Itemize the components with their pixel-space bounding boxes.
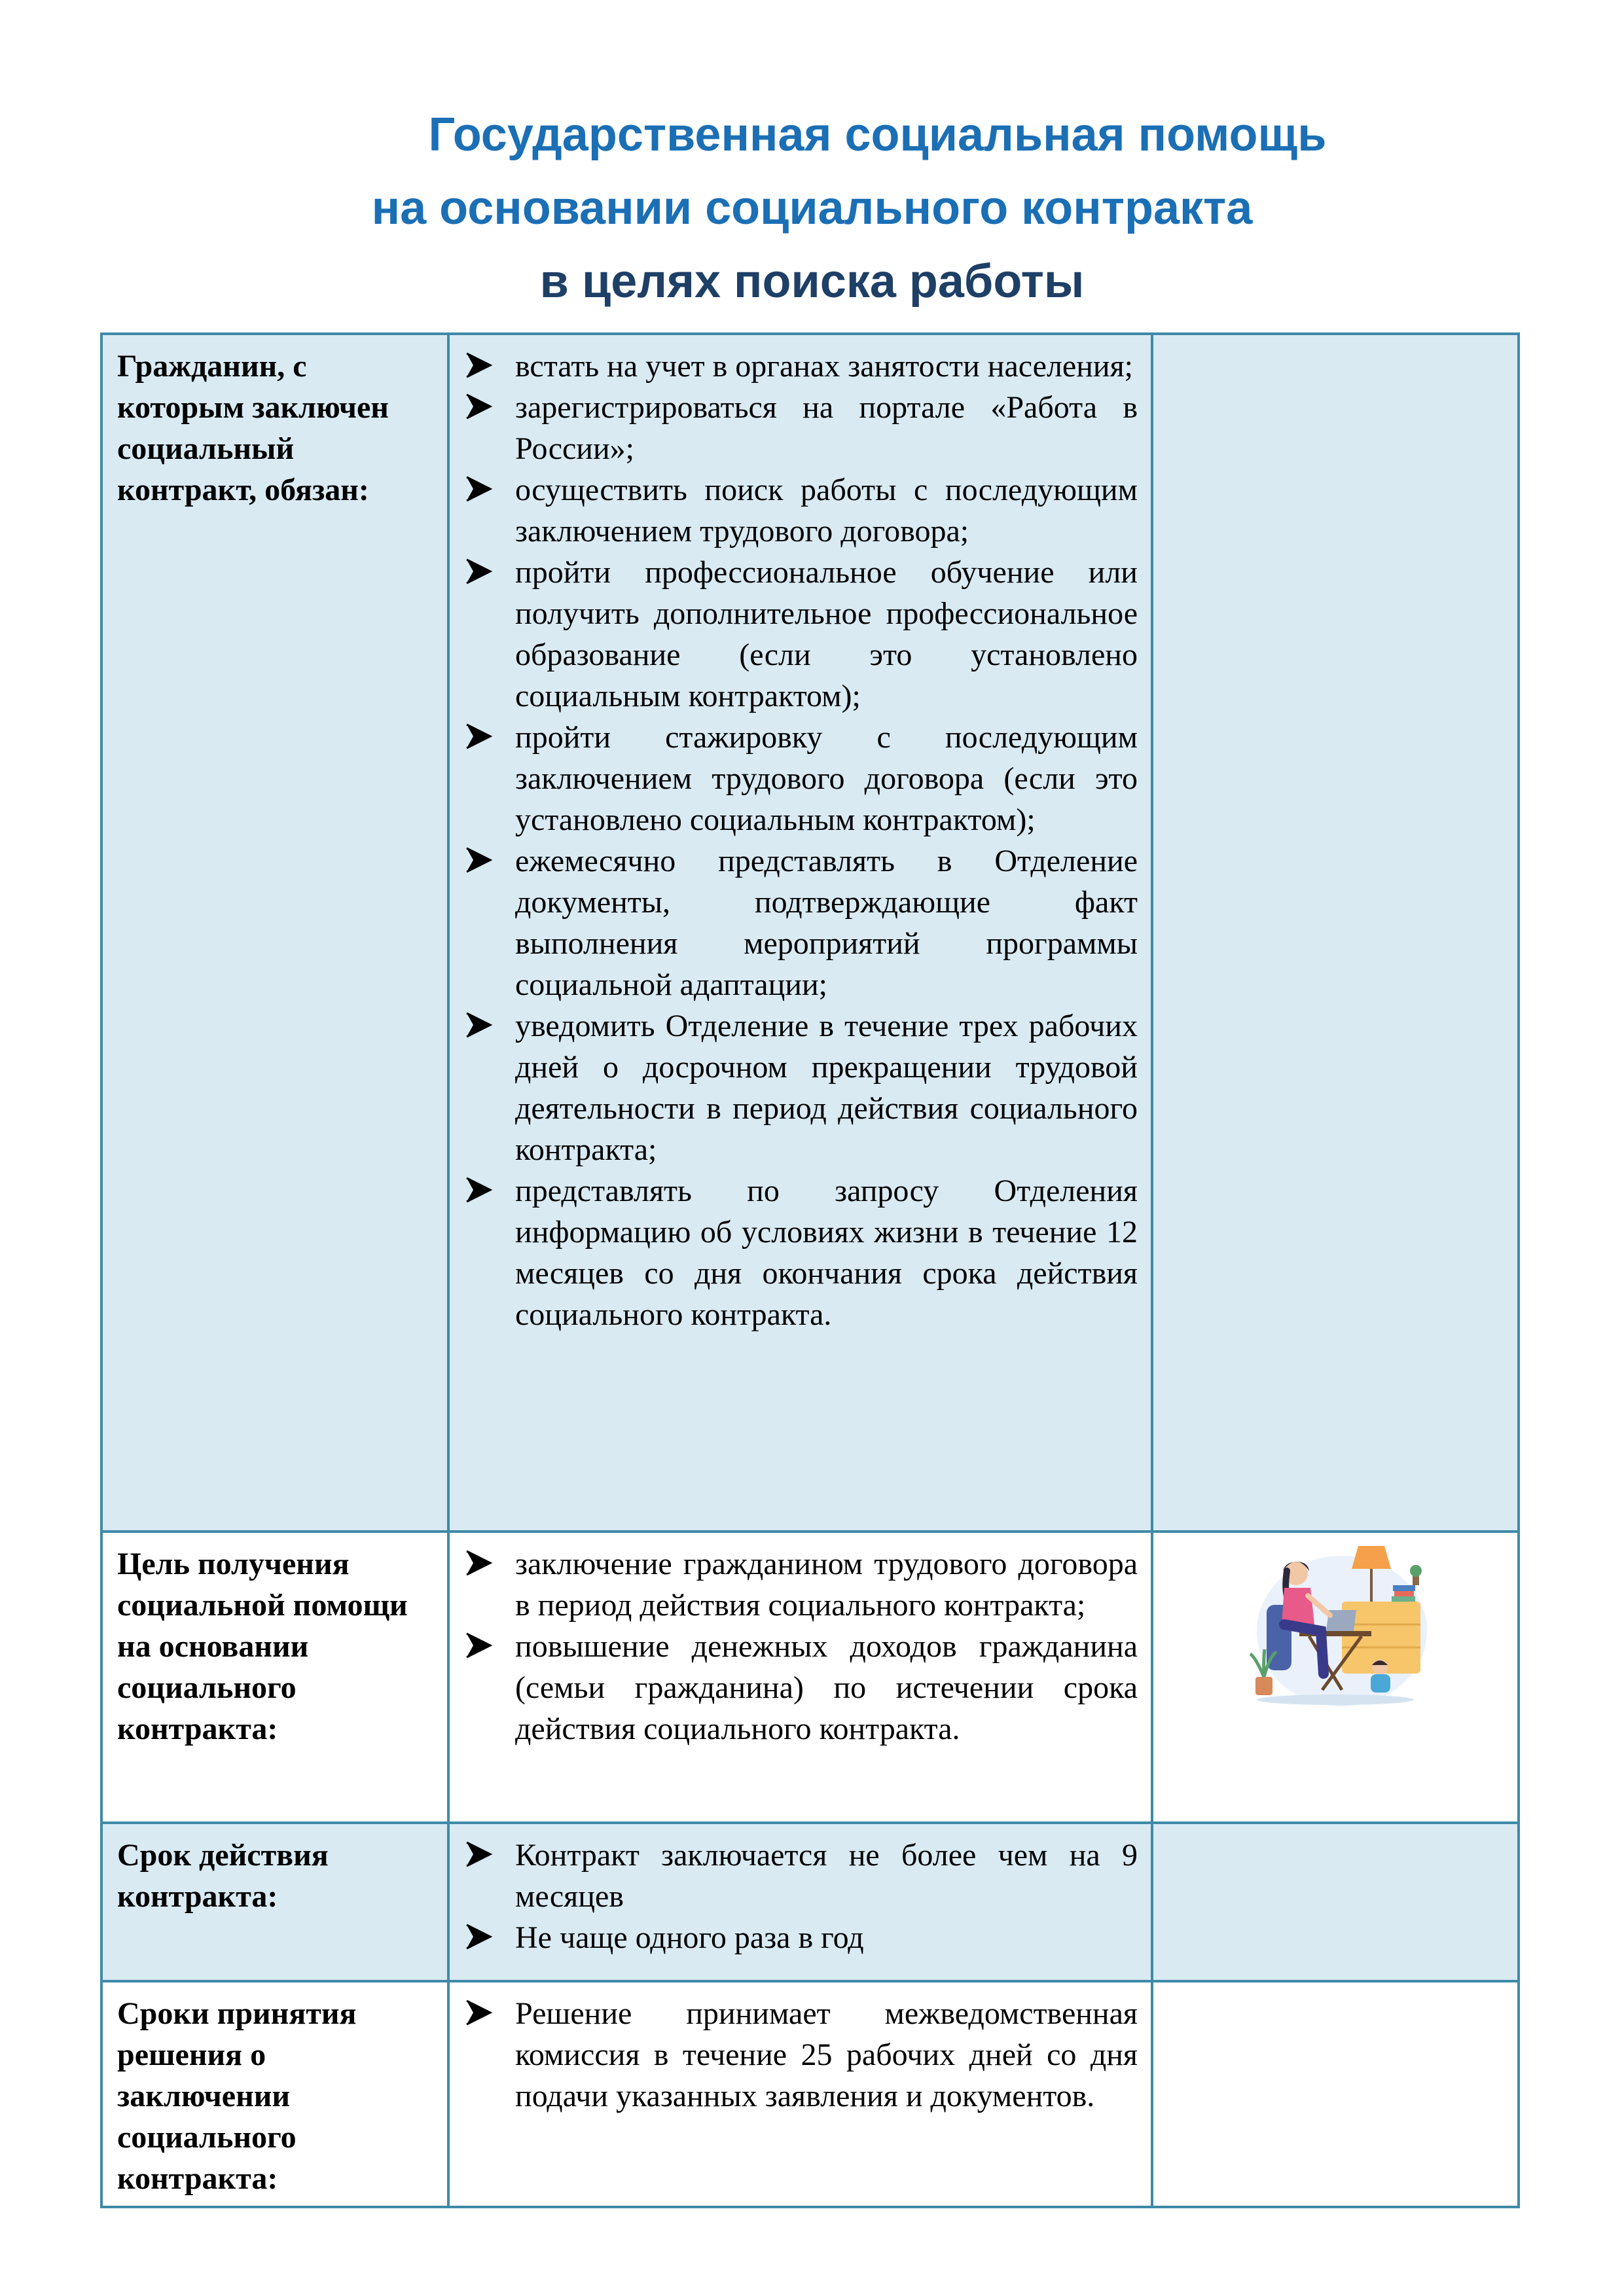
table-row-purpose bbox=[101, 1532, 1519, 1823]
row-label: Сроки принятия решения о заключении социального контракта: bbox=[101, 1981, 448, 2207]
title-line-3: в целях поиска работы bbox=[539, 255, 1085, 308]
list-item bbox=[463, 1917, 1138, 1958]
list-item bbox=[463, 1993, 1138, 2117]
list-item bbox=[463, 1626, 1138, 1749]
list-item bbox=[463, 552, 1138, 717]
table-row-obligations bbox=[101, 334, 1519, 1532]
row-content bbox=[448, 1532, 1152, 1823]
list-item bbox=[463, 1543, 1138, 1626]
list-item-text: пройти стажировку с последующим заключением трудового договора (если это установлено социальным контрактом); bbox=[515, 720, 1138, 837]
row-label: Цель получения социальной помощи на основании социального контракта: bbox=[101, 1532, 448, 1823]
page-title bbox=[0, 98, 1624, 318]
term-list bbox=[463, 1835, 1138, 1958]
row-content bbox=[448, 1823, 1152, 1981]
arrow-bullet-icon bbox=[463, 1839, 494, 1870]
list-item bbox=[463, 346, 1138, 387]
list-item bbox=[463, 717, 1138, 840]
list-item bbox=[463, 387, 1138, 469]
arrow-bullet-icon bbox=[463, 473, 494, 505]
illustration-cell bbox=[1152, 1532, 1519, 1823]
arrow-bullet-icon bbox=[463, 1997, 494, 2028]
list-item-text: уведомить Отделение в течение трех рабочих дней о досрочном прекращении трудовой деятельности в период действия социального контракта; bbox=[515, 1009, 1138, 1167]
list-item-text: ежемесячно представлять в Отделение документы, подтверждающие факт выполнения мероприятий программы социальной адаптации; bbox=[515, 844, 1138, 1002]
table-row-decision bbox=[101, 1981, 1519, 2207]
decision-list bbox=[463, 1993, 1138, 2117]
title-line-1: Государственная социальная помощь bbox=[428, 109, 1327, 161]
empty-cell bbox=[1152, 334, 1519, 1532]
arrow-bullet-icon bbox=[463, 1174, 494, 1206]
list-item-text: встать на учет в органах занятости населения; bbox=[515, 349, 1134, 384]
row-content bbox=[448, 1981, 1152, 2207]
info-table bbox=[100, 332, 1520, 2208]
list-item-text: Контракт заключается не более чем на 9 месяцев bbox=[515, 1838, 1138, 1914]
list-item bbox=[463, 840, 1138, 1005]
list-item-text: повышение денежных доходов гражданина (семьи гражданина) по истечении срока действия социального контракта. bbox=[515, 1629, 1138, 1746]
list-item-text: заключение гражданином трудового договора в период действия социального контракта; bbox=[515, 1547, 1138, 1623]
arrow-bullet-icon bbox=[463, 1547, 494, 1579]
title-line-2: на основании социального контракта bbox=[371, 182, 1253, 234]
arrow-bullet-icon bbox=[463, 1630, 494, 1661]
list-item-text: Не чаще одного раза в год bbox=[515, 1920, 864, 1955]
obligations-list bbox=[463, 346, 1138, 1335]
list-item-text: зарегистрироваться на портале «Работа в России»; bbox=[515, 390, 1138, 466]
purpose-list bbox=[463, 1543, 1138, 1749]
row-label: Срок действия контракта: bbox=[101, 1823, 448, 1981]
arrow-bullet-icon bbox=[463, 1009, 494, 1041]
list-item bbox=[463, 1005, 1138, 1170]
arrow-bullet-icon bbox=[463, 350, 494, 381]
row-label: Гражданин, с которым заключен социальный контракт, обязан: bbox=[101, 334, 448, 1532]
list-item-text: Решение принимает межведомственная комиссия в течение 25 рабочих дней со дня подачи указанных заявления и документов. bbox=[515, 1996, 1138, 2113]
arrow-bullet-icon bbox=[463, 556, 494, 587]
empty-cell bbox=[1152, 1981, 1519, 2207]
list-item bbox=[463, 1170, 1138, 1335]
list-item bbox=[463, 469, 1138, 552]
arrow-bullet-icon bbox=[463, 1921, 494, 1952]
table-row-term bbox=[101, 1823, 1519, 1981]
list-item-text: пройти профессиональное обучение или получить дополнительное профессиональное образование (если это установлено социальным контрактом); bbox=[515, 555, 1138, 713]
arrow-bullet-icon bbox=[463, 721, 494, 752]
woman-working-at-laptop-illustration bbox=[1237, 1533, 1434, 1716]
list-item-text: представлять по запросу Отделения информацию об условиях жизни в течение 12 месяцев со дня окончания срока действия социального контракта. bbox=[515, 1174, 1138, 1332]
list-item-text: осуществить поиск работы с последующим заключением трудового договора; bbox=[515, 473, 1138, 548]
arrow-bullet-icon bbox=[463, 844, 494, 876]
empty-cell bbox=[1152, 1823, 1519, 1981]
row-content bbox=[448, 334, 1152, 1532]
arrow-bullet-icon bbox=[463, 391, 494, 422]
list-item bbox=[463, 1835, 1138, 1917]
